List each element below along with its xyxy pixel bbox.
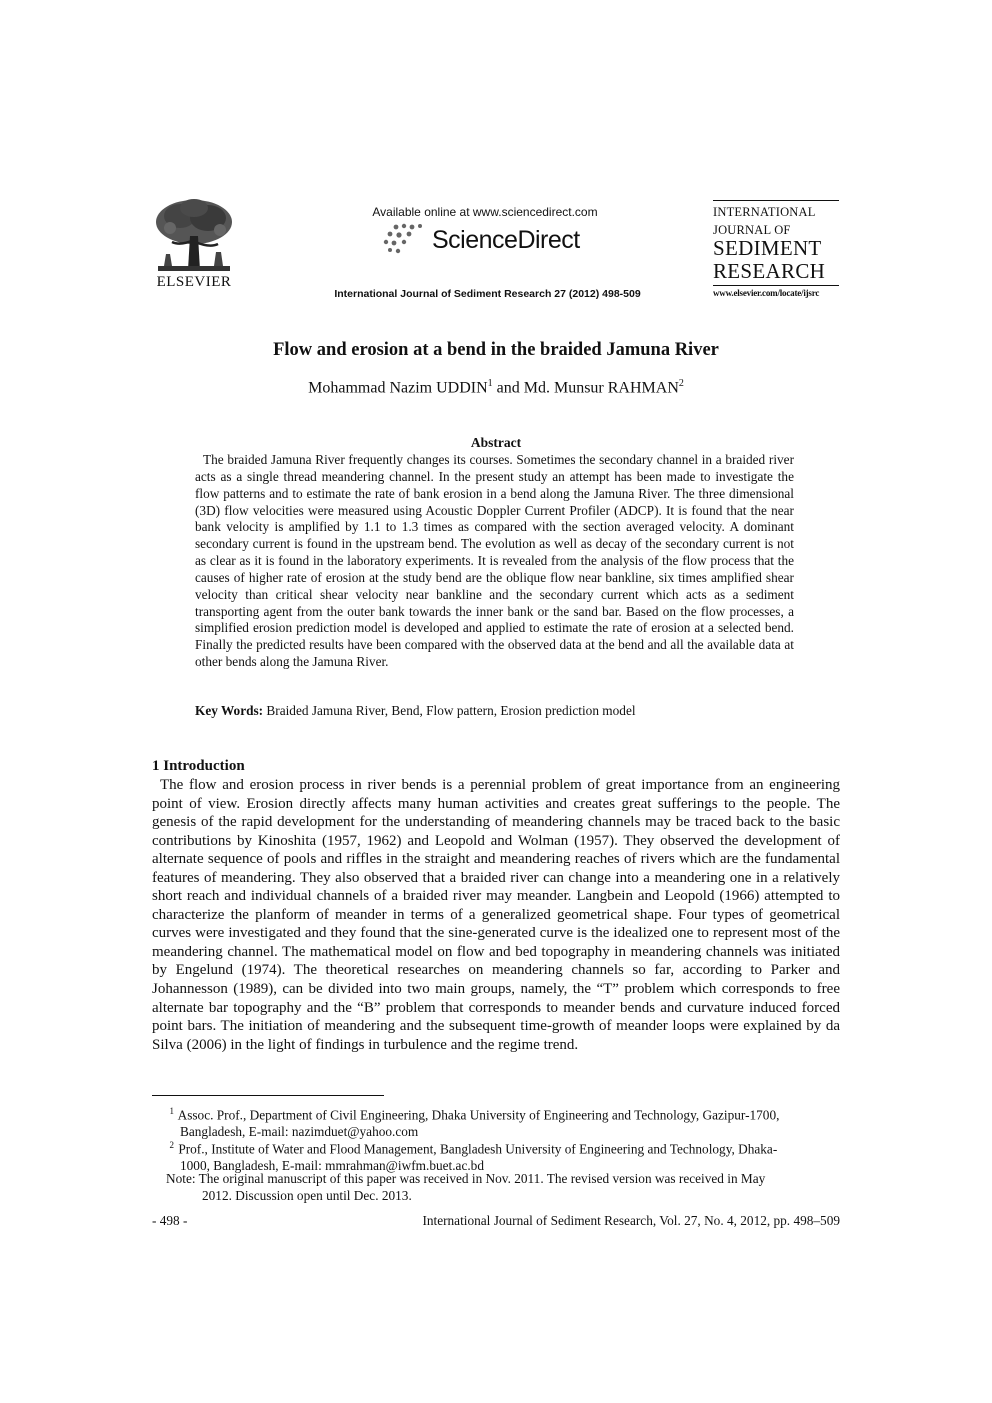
journal-logo: [713, 200, 839, 298]
journal-logo-line2: JOURNAL OF: [713, 223, 791, 237]
footnote-note-label: Note:: [166, 1171, 196, 1186]
journal-logo-line1: INTERNATIONAL: [713, 205, 816, 219]
author-name: Md. Munsur RAHMAN: [523, 379, 679, 397]
author-affiliation-mark: 1: [487, 378, 493, 389]
footnote-text-continued: 1000, Bangladesh, E-mail: mmrahman@iwfm.buet.ac.bd: [180, 1157, 484, 1173]
footnote-divider: [152, 1095, 384, 1096]
footer-citation: International Journal of Sediment Research, Vol. 27, No. 4, 2012, pp. 498–509: [422, 1213, 840, 1228]
footnote-text: The original manuscript of this paper was received in Nov. 2011. The revised version was received in May: [198, 1171, 766, 1186]
introduction-text: The flow and erosion process in river bends is a perennial problem of great importance from an engineering point of view. Erosion directly affects many human activities and creates great sufferings to the people. The genesis of the rapid development for the understanding of meandering channels may be traced back to the basic contributions by Kinoshita (1957, 1962) and Leopold and Wolman (1957). They observed the development of alternate sequence of pools and riffles in the straight and meandering reaches of rivers which are the fundamental features of meandering. They also observed that a braided river can change into a meandering one in a relatively short reach and individual channels of a braided river may meander. Langbein and Leopold (1966) attempted to characterize the planform of meander in terms of a generalized geometrical shape. Four types of geometrical curves were investigated and they found that the sine-generated curve is the idealized one to represent most of the meandering channel. The mathematical model on flow and bed topography in meandering channels was initiated by Engelund (1974). The theoretical researches on meandering channels so far, according to Parker and Johannesson (1989), can be divided into two main groups, namely, the “T” problem which corresponds to free alternate bar topography and the “B” problem that corresponds to meander bends and curvature induced forced point bars. The initiation of meandering and the subsequent time-growth of meander loops were explained by da Silva (2006) in the light of findings in turbulence and the regime trend.: [152, 777, 840, 1053]
sciencedirect-dots-icon: [382, 222, 428, 256]
journal-logo-line3: SEDIMENT: [713, 236, 822, 260]
footnote-text: Assoc. Prof., Department of Civil Engineering, Dhaka University of Engineering and Technology, Gazipur-1700,: [177, 1107, 780, 1123]
article-title: Flow and erosion at a bend in the braided Jamuna River: [273, 340, 719, 360]
sciencedirect-wordmark: ScienceDirect: [432, 226, 580, 254]
keywords-label: Key Words:: [195, 703, 264, 718]
footnote-note: [152, 1171, 840, 1204]
journal-citation-header: International Journal of Sediment Research 27 (2012) 498-509: [334, 288, 641, 300]
elsevier-wordmark: ELSEVIER: [156, 274, 232, 290]
journal-logo-url: www.elsevier.com/locate/ijsrc: [713, 288, 820, 298]
author-separator: and: [492, 379, 524, 397]
journal-logo-line4: RESEARCH: [713, 259, 826, 283]
tree-icon: [150, 196, 238, 276]
section-heading: 1 Introduction: [152, 758, 245, 774]
journal-logo-rule: [713, 285, 839, 286]
footnote: [152, 1137, 840, 1174]
page-number: - 498 -: [152, 1213, 188, 1228]
footnote-mark: 2: [169, 1140, 174, 1150]
footnote-mark: 1: [169, 1106, 174, 1116]
abstract-text: The braided Jamuna River frequently changes its courses. Sometimes the secondary channel in a braided river acts as a single thread meandering channel. In the present study an attempt has been made to investigate the flow patterns and to estimate the rate of bank erosion in a bend along the Jamuna River. The three dimensional (3D) flow velocities were measured using Acoustic Doppler Current Profiler (ADCP). It is found that the near bank velocity is amplified by 1.1 to 1.3 times as compared with the section averaged velocity. A dominant secondary current is found in the upstream bend. The evolution as well as decay of the secondary current is not as clear as it is found in the laboratory experiments. It is revealed from the analysis of the flow process that the causes of higher rate of erosion at the study bend are the oblique flow near bankline, six times amplified shear velocity than critical shear velocity near bankline and the secondary current which acts as a sediment transporting agent from the outer bank towards the inner bank or the sand bar. Based on the flow processes, a simplified erosion prediction model is developed and applied to estimate the rate of erosion at a selected bend. Finally the predicted results have been compared with the observed data at the bend and all the available data at other bends along the Jamuna River.: [195, 452, 794, 670]
footnote-text: Prof., Institute of Water and Flood Management, Bangladesh University of Engineering and Technology, Dhaka-: [178, 1141, 778, 1157]
available-online-text: Available online at www.sciencedirect.com: [372, 205, 598, 219]
author-list: [150, 378, 842, 397]
footnote-text-continued: 2012. Discussion open until Dec. 2013.: [202, 1187, 412, 1203]
keywords: [195, 703, 794, 719]
author-name: Mohammad Nazim UDDIN: [308, 379, 488, 397]
author-affiliation-mark: 2: [678, 378, 684, 389]
keywords-list: Braided Jamuna River, Bend, Flow pattern, Erosion prediction model: [263, 703, 636, 718]
footnote-text-continued: Bangladesh, E-mail: nazimduet@yahoo.com: [180, 1123, 419, 1139]
abstract-heading: Abstract: [470, 435, 522, 450]
footnote: [152, 1103, 840, 1140]
